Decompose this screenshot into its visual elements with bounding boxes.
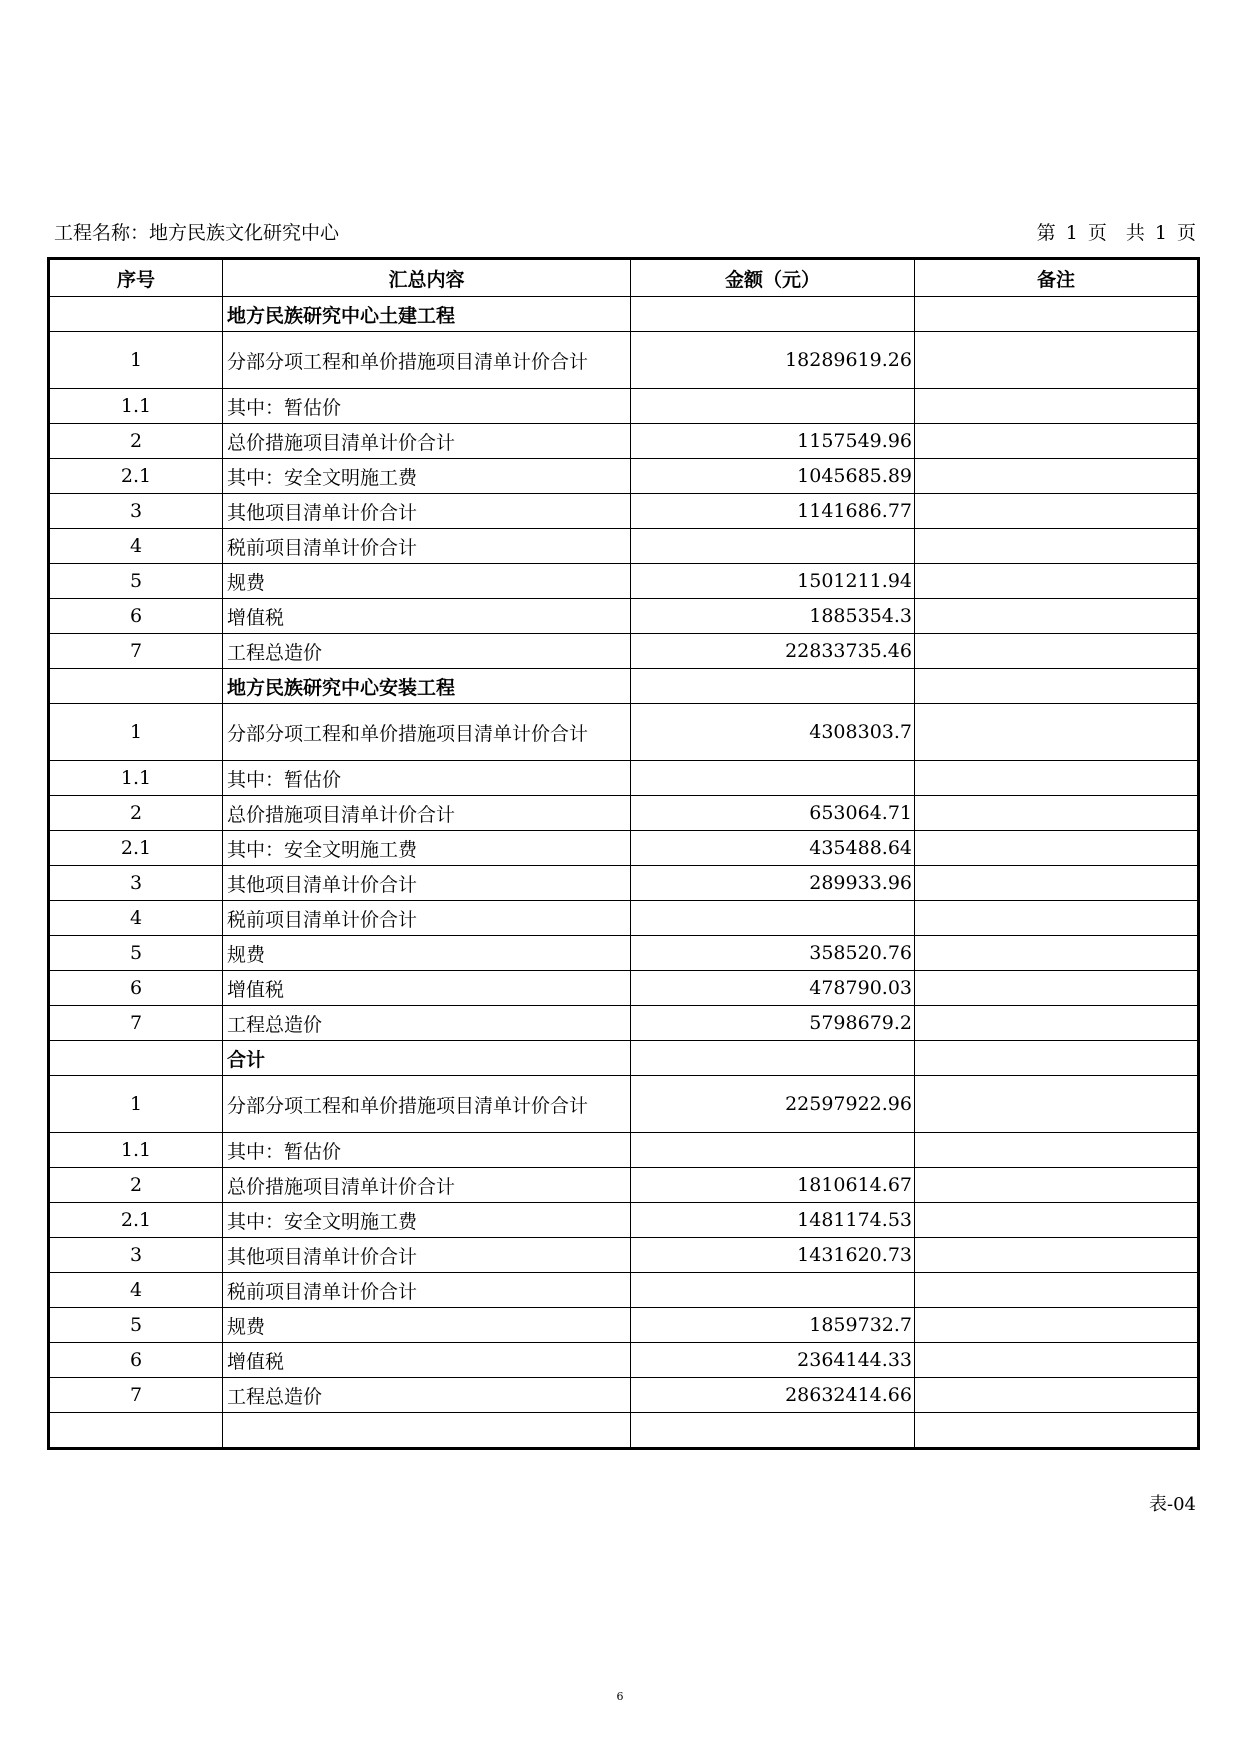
content-cell: 总价措施项目清单计价合计 bbox=[223, 424, 631, 459]
amount-cell: 435488.64 bbox=[631, 831, 915, 866]
remark-cell bbox=[915, 669, 1199, 704]
remark-cell bbox=[915, 389, 1199, 424]
seq-cell: 2 bbox=[49, 1168, 223, 1203]
table-row bbox=[49, 1343, 1199, 1378]
seq-cell: 1 bbox=[49, 332, 223, 389]
amount-cell: 289933.96 bbox=[631, 866, 915, 901]
table-row bbox=[49, 494, 1199, 529]
content-cell: 工程总造价 bbox=[223, 1378, 631, 1413]
content-cell: 其中：安全文明施工费 bbox=[223, 1203, 631, 1238]
remark-cell bbox=[915, 796, 1199, 831]
table-row bbox=[49, 971, 1199, 1006]
table-row bbox=[49, 1168, 1199, 1203]
content-cell: 其他项目清单计价合计 bbox=[223, 494, 631, 529]
amount-cell bbox=[631, 901, 915, 936]
table-number: 表-04 bbox=[1149, 1494, 1196, 1515]
remark-cell bbox=[915, 297, 1199, 332]
table-row bbox=[49, 1378, 1199, 1413]
amount-cell bbox=[631, 297, 915, 332]
section-row bbox=[49, 669, 1199, 704]
table-row bbox=[49, 332, 1199, 389]
amount-cell: 22833735.46 bbox=[631, 634, 915, 669]
remark-cell bbox=[915, 901, 1199, 936]
seq-cell: 3 bbox=[49, 494, 223, 529]
table-row bbox=[49, 1133, 1199, 1168]
section-title: 合计 bbox=[223, 1041, 631, 1076]
table-row bbox=[49, 1273, 1199, 1308]
remark-cell bbox=[915, 1133, 1199, 1168]
remark-cell bbox=[915, 1343, 1199, 1378]
table-row bbox=[49, 761, 1199, 796]
remark-cell bbox=[915, 634, 1199, 669]
seq-cell: 5 bbox=[49, 936, 223, 971]
amount-cell: 18289619.26 bbox=[631, 332, 915, 389]
seq-cell: 5 bbox=[49, 564, 223, 599]
table-row bbox=[49, 1006, 1199, 1041]
content-cell: 分部分项工程和单价措施项目清单计价合计 bbox=[223, 704, 631, 761]
amount-cell bbox=[631, 1273, 915, 1308]
remark-cell bbox=[915, 761, 1199, 796]
seq-cell: 6 bbox=[49, 1343, 223, 1378]
remark-cell bbox=[915, 1413, 1199, 1449]
content-cell: 增值税 bbox=[223, 599, 631, 634]
remark-cell bbox=[915, 1273, 1199, 1308]
seq-cell: 1 bbox=[49, 1076, 223, 1133]
content-cell: 其他项目清单计价合计 bbox=[223, 866, 631, 901]
content-cell: 总价措施项目清单计价合计 bbox=[223, 1168, 631, 1203]
table-row bbox=[49, 634, 1199, 669]
seq-cell: 4 bbox=[49, 529, 223, 564]
seq-cell: 1.1 bbox=[49, 1133, 223, 1168]
content-cell: 其中：安全文明施工费 bbox=[223, 459, 631, 494]
amount-cell: 1885354.3 bbox=[631, 599, 915, 634]
seq-cell: 2 bbox=[49, 424, 223, 459]
table-row bbox=[49, 529, 1199, 564]
amount-cell: 1481174.53 bbox=[631, 1203, 915, 1238]
amount-cell bbox=[631, 1413, 915, 1449]
seq-cell: 1.1 bbox=[49, 389, 223, 424]
table-row bbox=[49, 936, 1199, 971]
content-cell: 分部分项工程和单价措施项目清单计价合计 bbox=[223, 1076, 631, 1133]
content-cell: 总价措施项目清单计价合计 bbox=[223, 796, 631, 831]
seq-cell bbox=[49, 297, 223, 332]
amount-cell: 478790.03 bbox=[631, 971, 915, 1006]
amount-cell bbox=[631, 1041, 915, 1076]
seq-cell: 4 bbox=[49, 901, 223, 936]
amount-cell: 4308303.7 bbox=[631, 704, 915, 761]
seq-cell: 4 bbox=[49, 1273, 223, 1308]
amount-cell: 1431620.73 bbox=[631, 1238, 915, 1273]
content-cell: 规费 bbox=[223, 936, 631, 971]
seq-cell: 5 bbox=[49, 1308, 223, 1343]
col-remark: 备注 bbox=[915, 259, 1199, 297]
seq-cell: 6 bbox=[49, 599, 223, 634]
table-row bbox=[49, 901, 1199, 936]
seq-cell: 3 bbox=[49, 866, 223, 901]
content-cell: 规费 bbox=[223, 1308, 631, 1343]
remark-cell bbox=[915, 1203, 1199, 1238]
table-row bbox=[49, 389, 1199, 424]
remark-cell bbox=[915, 971, 1199, 1006]
seq-cell: 3 bbox=[49, 1238, 223, 1273]
amount-cell: 2364144.33 bbox=[631, 1343, 915, 1378]
remark-cell bbox=[915, 459, 1199, 494]
amount-cell bbox=[631, 389, 915, 424]
amount-cell bbox=[631, 1133, 915, 1168]
remark-cell bbox=[915, 704, 1199, 761]
table-row bbox=[49, 1238, 1199, 1273]
remark-cell bbox=[915, 564, 1199, 599]
content-cell: 税前项目清单计价合计 bbox=[223, 1273, 631, 1308]
amount-cell: 5798679.2 bbox=[631, 1006, 915, 1041]
content-cell bbox=[223, 1413, 631, 1449]
seq-cell: 2.1 bbox=[49, 459, 223, 494]
table-row bbox=[49, 1076, 1199, 1133]
amount-cell: 1810614.67 bbox=[631, 1168, 915, 1203]
remark-cell bbox=[915, 1238, 1199, 1273]
amount-cell bbox=[631, 669, 915, 704]
seq-cell: 1.1 bbox=[49, 761, 223, 796]
seq-cell bbox=[49, 1041, 223, 1076]
remark-cell bbox=[915, 1006, 1199, 1041]
project-name: 工程名称：地方民族文化研究中心 bbox=[54, 222, 340, 244]
table-row bbox=[49, 704, 1199, 761]
table-row bbox=[49, 599, 1199, 634]
content-cell: 其他项目清单计价合计 bbox=[223, 1238, 631, 1273]
amount-cell: 28632414.66 bbox=[631, 1378, 915, 1413]
content-cell: 工程总造价 bbox=[223, 1006, 631, 1041]
seq-cell: 7 bbox=[49, 1378, 223, 1413]
seq-cell: 6 bbox=[49, 971, 223, 1006]
remark-cell bbox=[915, 936, 1199, 971]
remark-cell bbox=[915, 1076, 1199, 1133]
table-row bbox=[49, 424, 1199, 459]
section-title: 地方民族研究中心安装工程 bbox=[223, 669, 631, 704]
seq-cell: 2.1 bbox=[49, 1203, 223, 1238]
seq-cell: 2 bbox=[49, 796, 223, 831]
content-cell: 工程总造价 bbox=[223, 634, 631, 669]
amount-cell: 1501211.94 bbox=[631, 564, 915, 599]
remark-cell bbox=[915, 599, 1199, 634]
amount-cell: 1141686.77 bbox=[631, 494, 915, 529]
section-title: 地方民族研究中心土建工程 bbox=[223, 297, 631, 332]
seq-cell: 1 bbox=[49, 704, 223, 761]
seq-cell: 7 bbox=[49, 634, 223, 669]
section-row bbox=[49, 297, 1199, 332]
seq-cell: 7 bbox=[49, 1006, 223, 1041]
table-row bbox=[49, 459, 1199, 494]
remark-cell bbox=[915, 529, 1199, 564]
seq-cell bbox=[49, 669, 223, 704]
table-header bbox=[49, 259, 1199, 297]
amount-cell: 1859732.7 bbox=[631, 1308, 915, 1343]
remark-cell bbox=[915, 1378, 1199, 1413]
content-cell: 其中：暂估价 bbox=[223, 761, 631, 796]
col-content: 汇总内容 bbox=[223, 259, 631, 297]
amount-cell bbox=[631, 761, 915, 796]
col-seq: 序号 bbox=[49, 259, 223, 297]
seq-cell bbox=[49, 1413, 223, 1449]
content-cell: 其中：安全文明施工费 bbox=[223, 831, 631, 866]
section-row bbox=[49, 1041, 1199, 1076]
content-cell: 分部分项工程和单价措施项目清单计价合计 bbox=[223, 332, 631, 389]
remark-cell bbox=[915, 332, 1199, 389]
table-row bbox=[49, 866, 1199, 901]
table-row bbox=[49, 796, 1199, 831]
table-row bbox=[49, 1308, 1199, 1343]
content-cell: 税前项目清单计价合计 bbox=[223, 529, 631, 564]
col-amount: 金额（元） bbox=[631, 259, 915, 297]
content-cell: 税前项目清单计价合计 bbox=[223, 901, 631, 936]
content-cell: 增值税 bbox=[223, 1343, 631, 1378]
page-indicator: 第 1 页 共 1 页 bbox=[1036, 222, 1196, 244]
amount-cell: 22597922.96 bbox=[631, 1076, 915, 1133]
content-cell: 规费 bbox=[223, 564, 631, 599]
summary-table bbox=[47, 257, 1200, 1450]
remark-cell bbox=[915, 424, 1199, 459]
table-row bbox=[49, 1203, 1199, 1238]
table-row bbox=[49, 831, 1199, 866]
table-row bbox=[49, 564, 1199, 599]
amount-cell: 358520.76 bbox=[631, 936, 915, 971]
content-cell: 其中：暂估价 bbox=[223, 389, 631, 424]
remark-cell bbox=[915, 1168, 1199, 1203]
empty-row bbox=[49, 1413, 1199, 1449]
seq-cell: 2.1 bbox=[49, 831, 223, 866]
remark-cell bbox=[915, 494, 1199, 529]
amount-cell: 1157549.96 bbox=[631, 424, 915, 459]
amount-cell bbox=[631, 529, 915, 564]
page-number: 6 bbox=[616, 1690, 624, 1703]
content-cell: 增值税 bbox=[223, 971, 631, 1006]
content-cell: 其中：暂估价 bbox=[223, 1133, 631, 1168]
amount-cell: 653064.71 bbox=[631, 796, 915, 831]
amount-cell: 1045685.89 bbox=[631, 459, 915, 494]
remark-cell bbox=[915, 1308, 1199, 1343]
remark-cell bbox=[915, 1041, 1199, 1076]
remark-cell bbox=[915, 831, 1199, 866]
remark-cell bbox=[915, 866, 1199, 901]
